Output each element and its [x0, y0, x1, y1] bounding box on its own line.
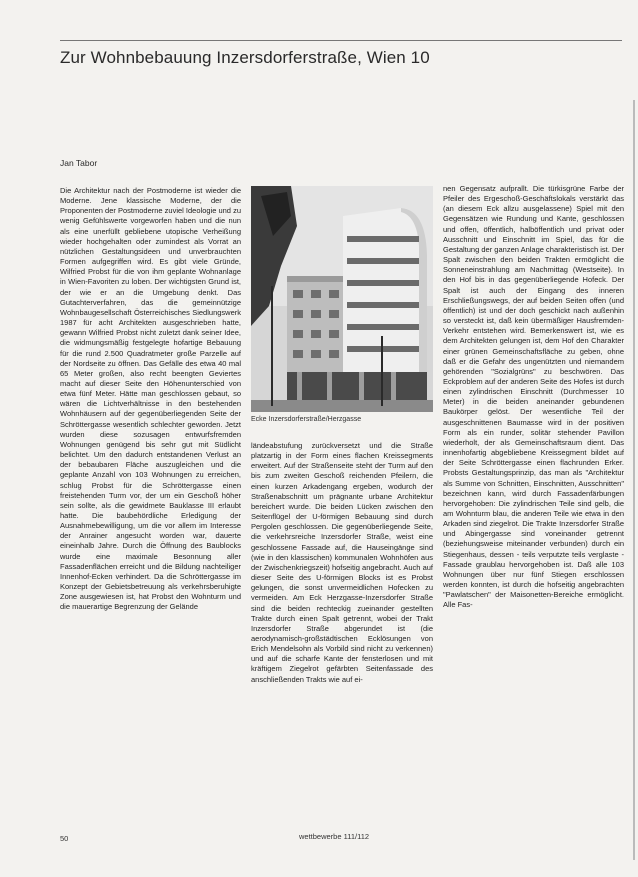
header-rule	[60, 40, 622, 41]
journal-footer: wettbewerbe 111/112	[299, 832, 370, 841]
building-photo-graphic	[251, 186, 433, 412]
column-1-text: Die Architektur nach der Postmoderne ist wieder die Moderne. Jene klassische Moderne, der die Proponenten der Postmoderne zuviel Ideologie und zu wenig Gefühlswerte vorgeworfen haben und die nun als eine unerfüllt gebliebene utopische Verheißung wieder hochgehalten oder zumindest als Vorrat an nützlichen Gestaltungsideen und unverbrauchten Formen aufgegriffen wird. Es gibt viele Gründe, Wilfried Probst für die von ihm geplante Wohnanlage in Wien-Favoriten zu loben. Der wichtigsten Grund ist, der wie er an die Umgebung denkt. Das Gutachterverfahren, das die gemeinnützige Wohnbaugesellschaft Österreichisches Siedlungswerk 1987 für acht Architekten ausgeschrieben hatte, gewann Wilfried Probst nicht zuletzt dank seiner Idee, die widmungsmäßig festgelegte hofartige Bebauung für die rund 2.500 Quadratmeter große Parzelle auf der Nordseite zu öffnen. Das Gefälle des etwa 40 mal 65 Meter großen, also recht beengten Geviertes macht auf dieser Seite den Höhenunterschied von etwa fünf Meter. Hätte man geschlossen gebaut, so wären die Lichtverhältnisse in den bestehenden Wohnhäusern auf der gegenüberliegenden Seite der Schröttergasse wesentlich schlechter geworden. Jetzt wurden diese sozusagen entwurfsfremden Wohnungen genügend bis sehr gut mit Südlicht belichtet. Um den dadurch entstandenen Verlust an der bebaubaren Fläche auszugleichen und die geplante Anzahl von 103 Wohnungen zu erreichen, schlug Probst für die Schröttergasse einen freistehenden Turm vor, der um ein Geschoß höher sein sollte, als die gewidmete Bauklasse III erlaubt hatte. Die baubehördliche Erledigung der Ausnahmebewilligung, um die vor allem im Interesse der Anrainer angesucht worden war, dauerte eineinhalb Jahre. Durch die Öffnung des Baublocks wurde eine maximale Besonnung aller Fassadenflächen erreicht und die Bildung nachteiliger Innenhof-Ecken verhindert. Da die Schröttergasse im Konzept der Gebietsbetreuung als verkehrsberuhigte Zone ausgewiesen ist, hat Probst den Wohnturm und die mauerartige Begrenzung der Gelände	[60, 186, 241, 612]
column-3-text: nen Gegensatz aufprallt. Die türkisgrüne Farbe der Pfeiler des Ergeschoß-Geschäftslokals verstärkt das (an diesem Eck allzu ausgelassene) Spiel mit den Gegensätzen wie Rundung und Kante, geschlossen und offen, öffentlich, halböffentlich und privat oder Ausschnitt und Einschnitt im Spiel, das für die Gestaltung der ganzen Anlage charakteristisch ist. Der Spalt zwischen den beiden Trakten ermöglicht die Sonneneinstrahlung am Nachmittag (Westseite). In den Hof bis in das gegenüberliegende Hofeck. Der Spalt ist auch der Eingang des inneren Erschließungswegs, der auf beiden Seiten offen (und öffentlich) ist und der doch geschickt nach außenhin so versteckt ist, daß kein übermäßiger Hausfremden-Verkehr entstehen wird. Bemerkenswert ist, wie es dem Architekten gelungen ist, dem Hof den Charakter einer grünen Gemeinschaftsfläche zu geben, ohne daß er die Gefahr des ungenützten und niemandem gehörenden "Sozialgrüns" zu beschwören. Das Eckproblem auf der anderen Seite des Hofes ist durch einen zylindrischen Einschnitt (Durchmesser 10 Meter) in die beiden aneinander gebundenen Baukörper gelöst. Der wesentliche Teil der ausgeschnittenen Baumasse wird in der positiven Form als ein runder, solitär stehender Pavillon wiederholt, der als Gemeinschaftsraum dient. Das innenhofartig abgebliebene Kreissegment bildet auf der Seite Schröttergasse einen flachrunden Erker. Probsts Gestaltungsprinzip, das man als "Architektur als Summe von Schnitten, Einschnitten, Ausschnitten" bezeichnen kann, wird durch Fassadenfärbungen hervorgehoben: Die zylindrischen Teile sind gelb, die am Wohnturm blau, die anderen Teile wie etwa in den Arkaden sind ziegelrot. Die Trakte Inzersdorfer Straße und Abingergasse sind voneinander getrennt (beziehungsweise miteinander verbunden) durch ein Stiegenhaus, dessen - teils verputzte teils verglaste - Fassade graublau hervorgehoben ist. Daß alle 103 Wohnungen über nur fünf Stiegen erschlossen werden konnten, ist durch die hofseitig angebrachten "Pawlatschen" der Maisonetten-Bereiche ermöglicht. Alle Fas-	[443, 184, 624, 610]
building-photo	[251, 186, 433, 412]
column-2-text: ländeabstufung zurückversetzt und die Straße platzartig in der Form eines flachen Kreissegments erweitert. Auf der Straßenseite steht der Turm auf den bis zum zweiten Geschoß reichenden Pfeilern, die einen kurzen Arkadengang ergeben, wodurch der Straßenabschnitt um prägnante urbane Architektur bereichert wurde. Die beiden Lücken zwischen den Seitenflügel der U-förmigen Bebauung sind durch Pergolen geschlossen. Die gegenüberliegende Seite, die verkehrsreiche Inzersdorfer Straße, weist eine geschlossene Fassade auf, die Hauseingänge sind (wie in den klassischen) kommunalen Wohnhöfen aus der Zwischenkriegszeit) hofseitig angebracht. Auch auf dieser Seite des U-förmigen Blocks ist es Probst gelungen, die sonst unvermeidlichen Hofecken zu vermeiden. Am Eck Herzgasse-Inzersdorfer Straße sind die beiden rechteckig zueinander gestellten Trakte durch einen Spalt getrennt, wobei der Trakt Inzersdorfer Straße abgerundet ist (die aerodynamisch-großstädtischen Ecklösungen von Erich Mendelsohn als Vorbild sind nicht zu verkennen) und auf die scharfe Kante der fensterlosen und mit kräftigem Ziegelrot gefärbten Seitenfassade des anschließenden Trakts wie auf ei-	[251, 441, 433, 684]
photo-caption: Ecke Inzersdorferstraße/Herzgasse	[251, 416, 362, 423]
page-edge-shadow	[633, 100, 635, 860]
page-number: 50	[60, 834, 69, 843]
text-column-2	[251, 441, 433, 834]
article-title: Zur Wohnbebauung Inzersdorferstraße, Wien 10	[60, 48, 430, 67]
text-column-3	[443, 184, 624, 872]
text-column-1	[60, 186, 241, 826]
author-name: Jan Tabor	[60, 158, 98, 168]
